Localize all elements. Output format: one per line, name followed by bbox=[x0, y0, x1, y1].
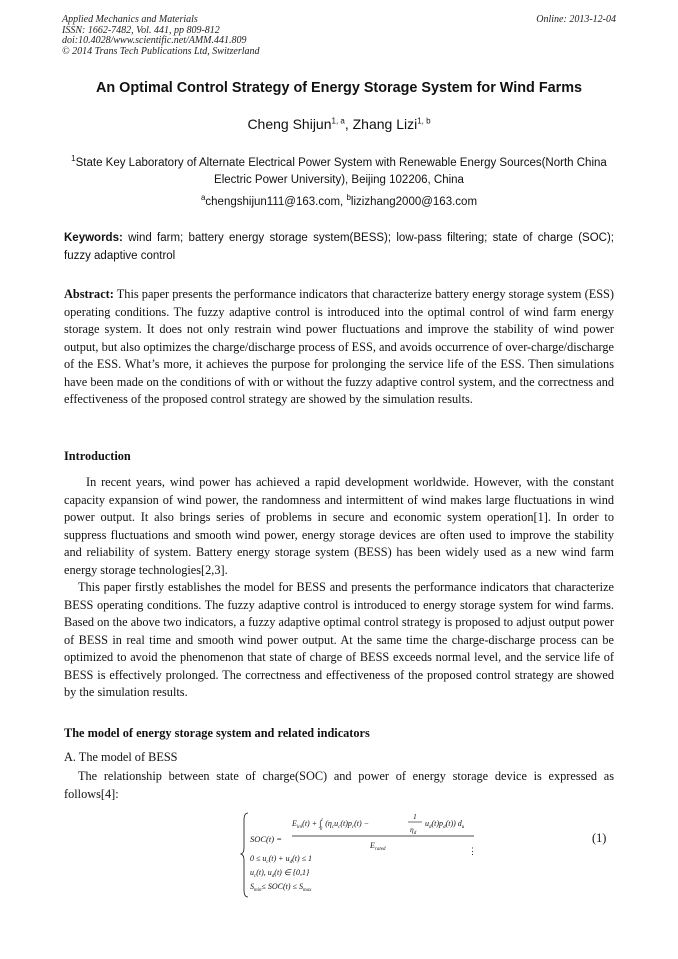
equation-number: (1) bbox=[592, 831, 607, 845]
author-name: Cheng Shijun bbox=[247, 116, 332, 132]
abstract bbox=[64, 286, 614, 409]
keywords-label: Keywords: bbox=[64, 232, 123, 244]
abstract-label: Abstract: bbox=[64, 287, 114, 301]
paragraph: In recent years, wind power has achieved a rapid development worldwide. However, with the constant capacity expansion of wind power, the randomness and intermittent of wind makes large fluctuations in wind power output. It also brings series of problems in secure and economic system operation[1]. In order to suppress fluctuations and smooth wind power, energy storage devices are often used to improve the stability and reliability of system. Battery energy storage system (BESS) has been widely used as a new wind farm energy storage technologies[2,3]. bbox=[64, 475, 614, 577]
equation-brace bbox=[241, 813, 248, 897]
section-heading-introduction: Introduction bbox=[64, 449, 131, 463]
equation-constraint-3: $S_{min}\le SOC(t) \le S_{max}$ bbox=[250, 882, 312, 893]
email-link[interactable]: lizizhang2000@163.com bbox=[350, 195, 478, 208]
paragraph: This paper firstly establishes the model for BESS and presents the performance indicators that characterize BESS operating conditions. The fuzzy adaptive control is introduced to energy storage system for wind farms. Based on the above two indicators, a fuzzy adaptive optimal control strategy is proposed to adjust output power of BESS in real time and smooth wind power output. At the same time the charge-discharge process can be optimized to avoid the phenomenon that state of charge of BESS exceeds normal level, and the service life of BESS is effectively prolonged. The correctness and effectiveness of the proposed control strategy are showed by the simulation results. bbox=[64, 580, 614, 699]
equation-denominator: $E_{rated}$ bbox=[370, 841, 386, 852]
keywords bbox=[64, 230, 614, 265]
author-superscript: 1, b bbox=[417, 116, 431, 126]
affiliation bbox=[64, 150, 614, 189]
author-name: Zhang Lizi bbox=[352, 116, 418, 132]
doi-line: doi:10.4028/www.scientific.net/AMM.441.809 bbox=[62, 35, 247, 47]
equation-numerator: $E_{ini}(t) + \int^t$ $0(\eta_cu_c(t)p_c(t)$ − bbox=[292, 818, 370, 832]
equation-fraction-den: $\eta_d$ bbox=[410, 825, 417, 836]
author-separator: , bbox=[344, 116, 353, 132]
affiliation-text: State Key Laboratory of Alternate Electrical Power System with Renewable Energy Sources(North China Electric Power University), Beijing 102206, China bbox=[75, 156, 607, 186]
section-heading-model: The model of energy storage system and related indicators bbox=[64, 726, 370, 740]
issn-line: ISSN: 1662-7482, Vol. 441, pp 809-812 bbox=[62, 24, 220, 36]
copyright-line: © 2014 Trans Tech Publications Ltd, Switzerland bbox=[62, 45, 260, 57]
author-line bbox=[40, 116, 638, 132]
equation-vdots: ⋮ bbox=[468, 846, 477, 856]
email-superscript: a bbox=[200, 193, 206, 202]
model-paragraph bbox=[64, 768, 614, 803]
paragraph: The relationship between state of charge(SOC) and power of energy storage device is expressed as follows[4]: bbox=[64, 769, 614, 801]
subsection-heading: A. The model of BESS bbox=[64, 750, 178, 764]
journal-name: Applied Mechanics and Materials bbox=[62, 14, 198, 25]
paper-title: An Optimal Control Strategy of Energy Storage System for Wind Farms bbox=[95, 80, 583, 96]
journal-header bbox=[62, 15, 616, 57]
equation-fraction-num: 1 bbox=[413, 812, 417, 821]
author-superscript: 1, a bbox=[331, 116, 345, 126]
introduction-body bbox=[64, 474, 614, 702]
online-date: Online: 2013-12-04 bbox=[536, 14, 616, 25]
equation-constraint-1: $0 \le u_c(t) + u_d(t) \le 1$ bbox=[250, 854, 313, 865]
equation-constraint-2: $u_c(t)$, $u_d(t)$ ∈ {0,1} bbox=[250, 868, 310, 879]
equation-numerator-tail: $u_d(t)p_d(t)$) $d_u$ bbox=[425, 819, 465, 830]
email-superscript: b bbox=[346, 193, 351, 202]
email-link[interactable]: chengshijun111@163.com, bbox=[205, 195, 347, 208]
author-emails bbox=[64, 193, 614, 208]
affiliation-superscript: 1 bbox=[71, 154, 76, 163]
keywords-text: wind farm; battery energy storage system(BESS); low-pass filtering; state of charge (SOC); fuzzy adaptive control bbox=[64, 232, 614, 262]
equation-lhs: SOC(t) = bbox=[250, 834, 282, 844]
equation-1 bbox=[240, 810, 540, 898]
abstract-text: This paper presents the performance indicators that characterize battery energy storage system (ESS) operating conditions. The fuzzy adaptive control is introduced into the optimal control of wind farm energy storage system. It does not only restrain wind power fluctuations and improve the stability of wind power output, but also optimizes the charge/discharge process of ESS, and avoids occurrence of over-charge/discharge of the ESS. What’s more, it achieves the purpose for prolonging the service life of the ESS. Then simulations have been made on the conditions of with or without the fuzzy adaptive control system, and the correctness and effectiveness of the proposed control strategy are showed by the simulation results. bbox=[64, 287, 614, 406]
